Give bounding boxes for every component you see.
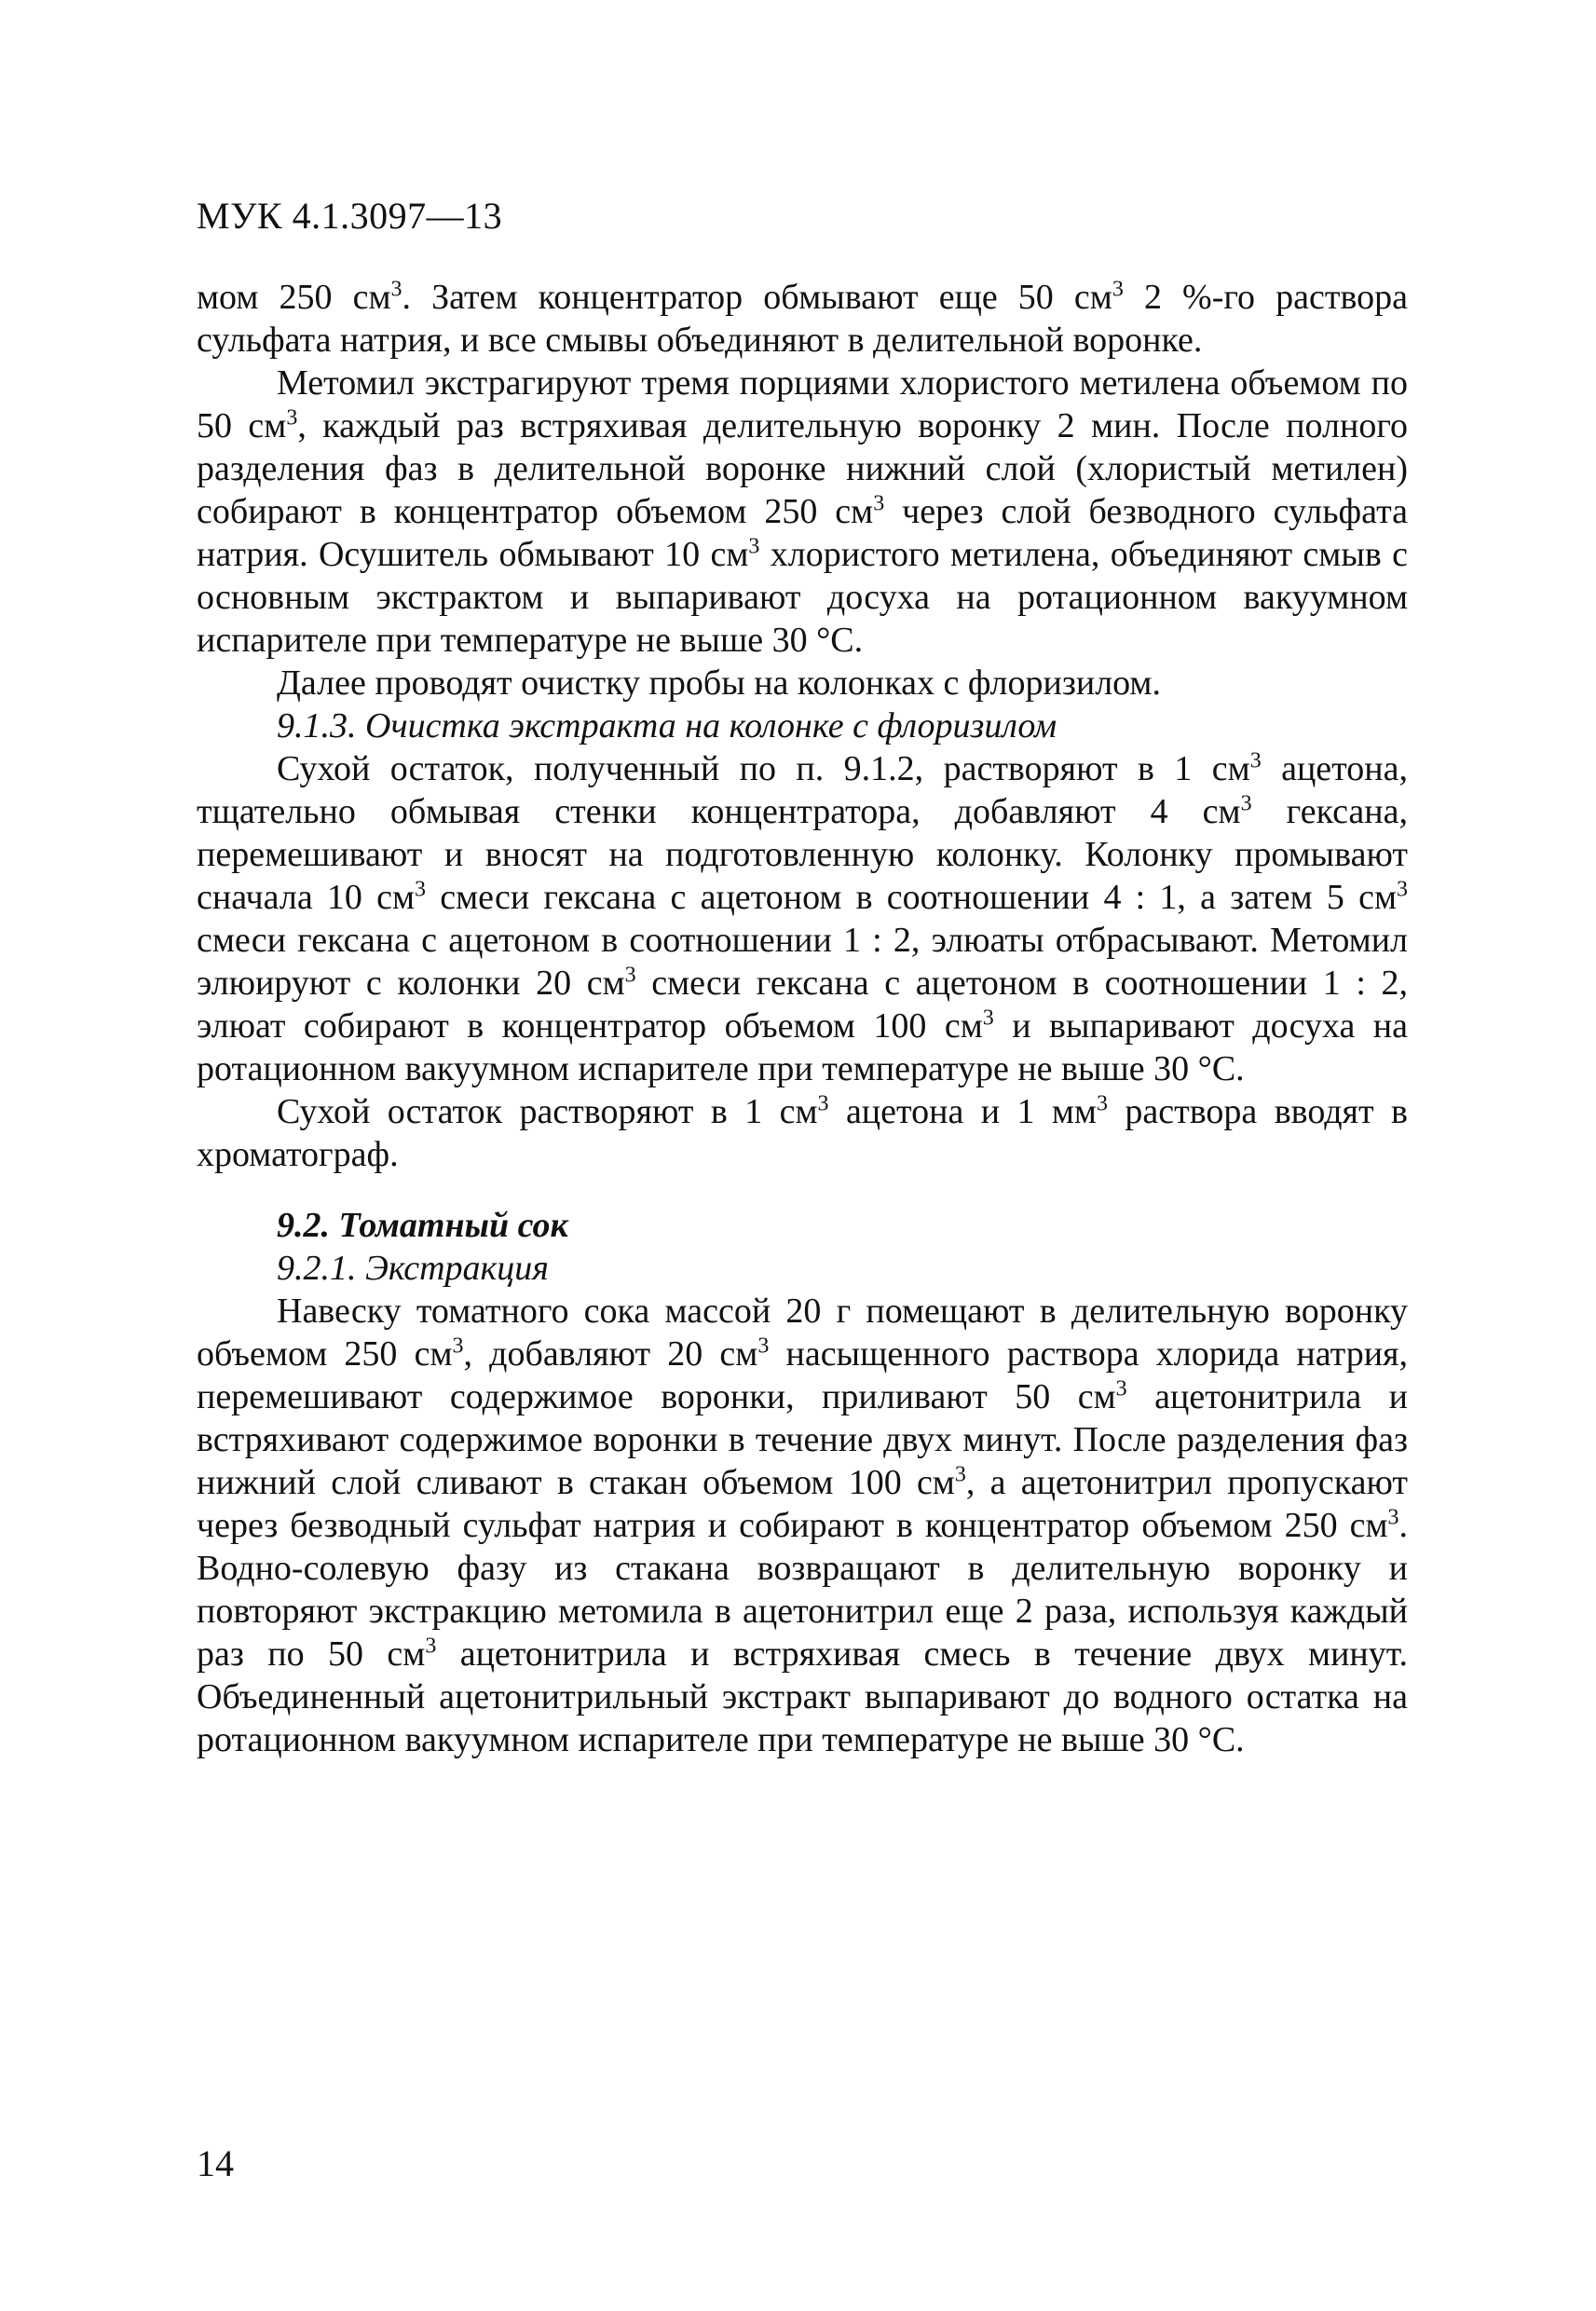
paragraph-tomato-extraction: Навеску томатного сока массой 20 г помещают в делительную воронку объемом 250 $см^3$, добавляют 20 $см^3$ насыщенного раствора хлорида натрия, перемешивают содержимое воронки, приливают 50 $см^3$ ацетонитрила и встряхивают содержимое воронки в течение двух минут. После разделения фаз нижний слой сливают в стакан объемом 100 $см^3$, а ацетонитрил пропускают через безводный сульфат натрия и собирают в концентратор объемом 250 $см^3$. Водно-солевую фазу из стакана возвращают в делительную воронку и повторяют экстракцию метомила в ацетонитрил еще 2 раза, используя каждый раз по 50 $см^3$ ацетонитрила и встряхивая смесь в течение двух минут. Объединенный ацетонитрильный экстракт выпаривают до водного остатка на ротационном вакуумном испарителе при температуре не выше 30 °С. <box>197 1292 1409 1759</box>
paragraph-continued: мом 250 $см^3$. Затем концентратор обмывают еще 50 $см^3$ 2 %-го раствора сульфата натрия, и все смывы объединяют в делительной воронке. <box>197 277 1408 360</box>
section-heading-9-2: 9.2. Томатный сок <box>277 1206 568 1245</box>
paragraph-chromatograph-injection: Сухой остаток растворяют в 1 $см^3$ ацетона и 1 $мм^3$ раствора вводят в хроматограф. <box>197 1091 1408 1174</box>
section-heading-9-2-1: 9.2.1. Экстракция <box>277 1249 549 1288</box>
document-header: МУК 4.1.3097—13 <box>197 195 503 237</box>
section-heading-9-1-3: 9.1.3. Очистка экстракта на колонке с флоризилом <box>277 706 1057 745</box>
paragraph-extraction-dichloromethane: Метомил экстрагируют тремя порциями хлористого метилена объемом по 50 $см^3$, каждый раз встряхивая делительную воронку 2 мин. После полного разделения фаз в делительной воронке нижний слой (хлористый метилен) собирают в концентратор объемом 250 $см^3$ через слой безводного сульфата натрия. Осушитель обмывают 10 $см^3$ хлористого метилена, объединяют смыв с основным экстрактом и выпаривают досуха на ротационном вакуумном испарителе при температуре не выше 30 °С. <box>197 363 1409 660</box>
paragraph-cleanup-intro: Далее проводят очистку пробы на колонках с флоризилом. <box>277 663 1161 703</box>
paragraph-column-cleanup: Сухой остаток, полученный по п. 9.1.2, растворяют в 1 $см^3$ ацетона, тщательно обмывая стенки концентратора, добавляют 4 $см^3$ гексана, перемешивают и вносят на подготовленную колонку. Колонку промывают сначала 10 $см^3$ смеси гексана с ацетоном в соотношении 4 : 1, а затем 5 $см^3$ смеси гексана с ацетоном в соотношении 1 : 2, элюаты отбрасывают. Метомил элюируют с колонки 20 $см^3$ смеси гексана с ацетоном в соотношении 1 : 2, элюат собирают в концентратор объемом 100 $см^3$ и выпаривают досуха на ротационном вакуумном испарителе при температуре не выше 30 °С. <box>197 748 1408 1088</box>
page-number: 14 <box>197 2142 234 2184</box>
document-body <box>197 276 1408 1761</box>
